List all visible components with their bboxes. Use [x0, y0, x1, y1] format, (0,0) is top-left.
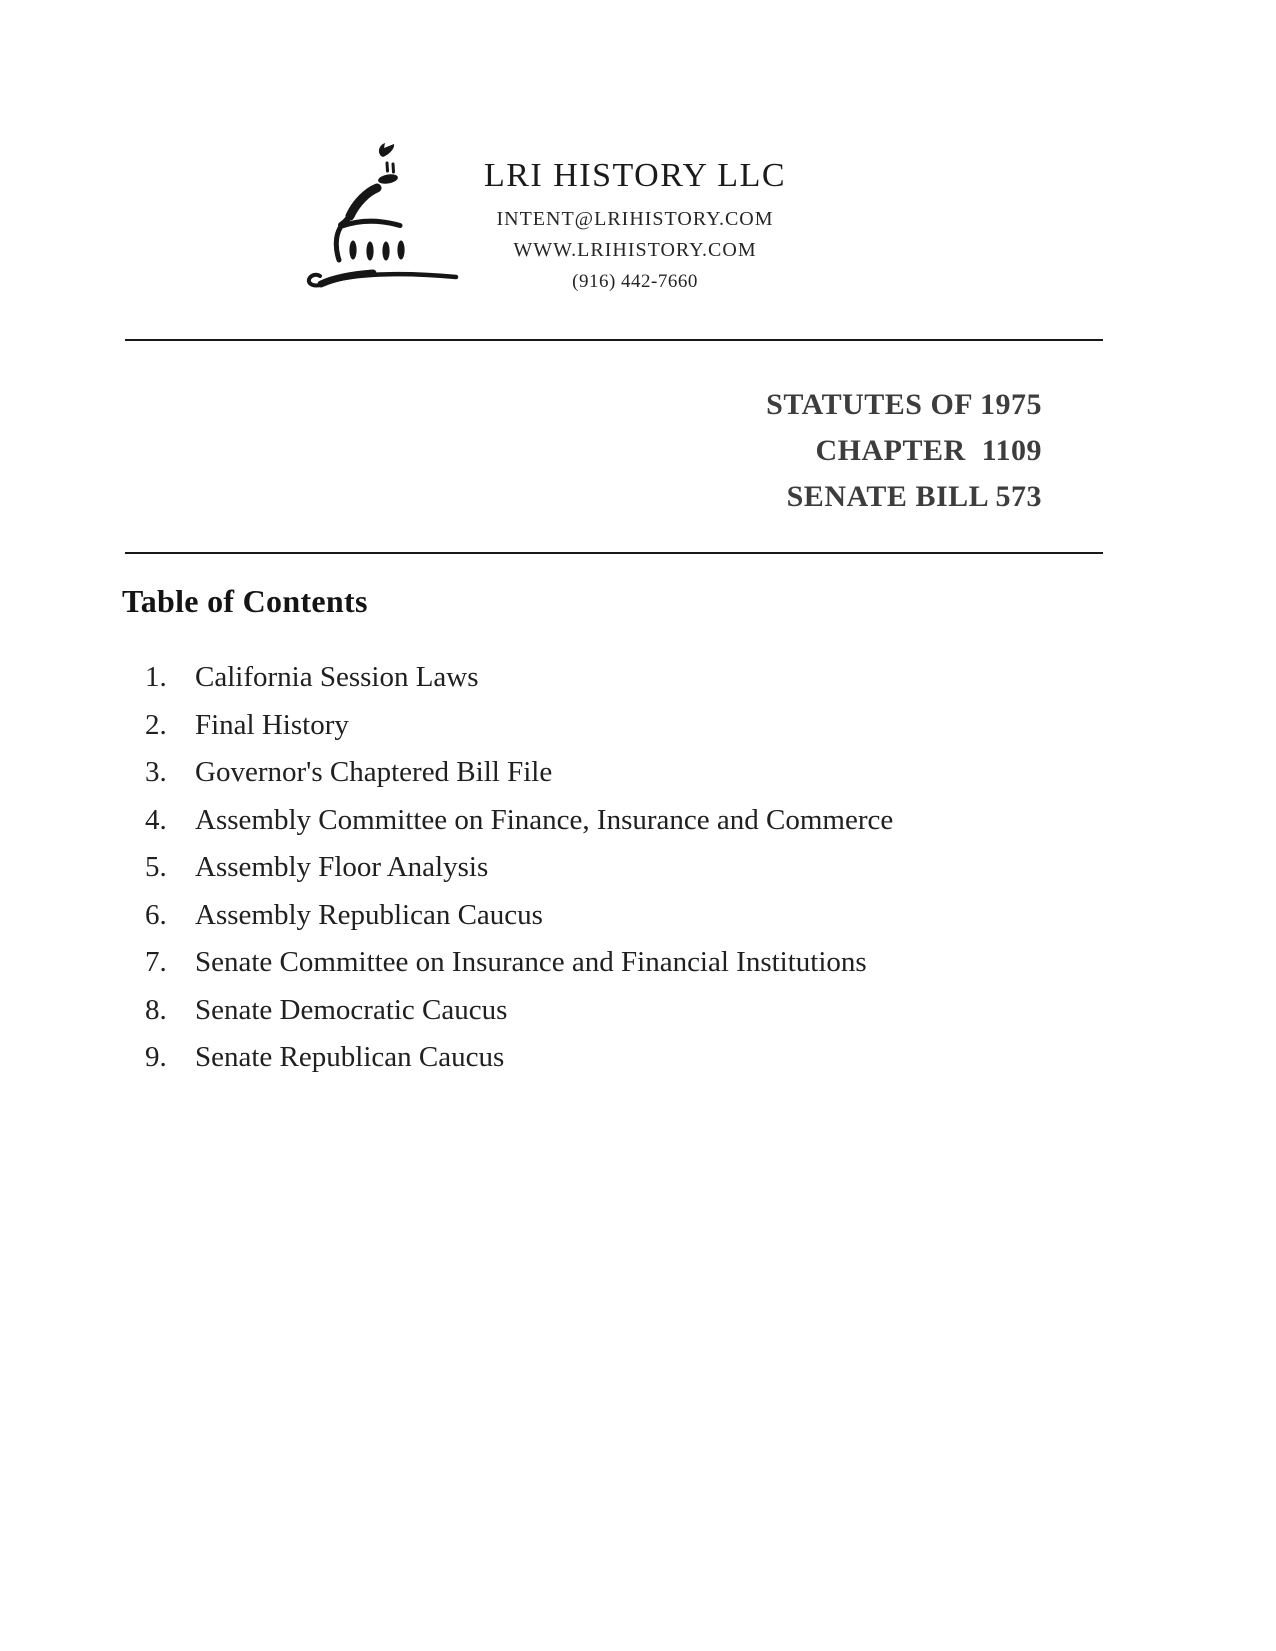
toc-item-label: Assembly Republican Caucus	[195, 898, 543, 931]
senate-bill-line: SENATE BILL 573	[786, 480, 1042, 513]
company-phone: (916) 442-7660	[572, 271, 698, 292]
toc-item	[145, 844, 1095, 892]
toc-item-number: 3.	[145, 756, 167, 788]
toc-item-number: 4.	[145, 803, 167, 836]
toc-item-label: Final History	[195, 708, 349, 741]
toc-item-label: Senate Committee on Insurance and Financial Institutions	[195, 946, 867, 978]
toc-item-label: California Session Laws	[195, 661, 479, 693]
company-name: LRI HISTORY LLC	[483, 157, 787, 194]
toc-item-number: 7.	[145, 946, 167, 978]
toc-item	[145, 987, 1095, 1035]
toc-item-number: 8.	[145, 993, 167, 1026]
toc-item	[145, 939, 1095, 987]
toc-item	[145, 702, 1095, 750]
toc-item-label: Assembly Floor Analysis	[195, 851, 489, 883]
toc-heading: Table of Contents	[122, 583, 368, 619]
toc-item-number: 9.	[145, 1041, 167, 1073]
toc-item	[145, 892, 1095, 940]
toc-item-label: Governor's Chaptered Bill File	[195, 756, 553, 788]
company-email: INTENT@LRIHISTORY.COM	[496, 208, 774, 230]
toc-item	[145, 654, 1095, 702]
company-website: WWW.LRIHISTORY.COM	[513, 239, 757, 261]
toc-list	[145, 654, 1095, 1082]
horizontal-rule-bottom	[125, 552, 1103, 554]
toc-item-label: Assembly Committee on Finance, Insurance and Commerce	[195, 803, 894, 836]
toc-item	[145, 797, 1095, 845]
toc-item-number: 2.	[145, 708, 167, 741]
horizontal-rule-top	[125, 339, 1103, 341]
letterhead-text	[430, 156, 840, 297]
toc-item-label: Senate Democratic Caucus	[195, 993, 508, 1026]
chapter-line: CHAPTER 1109	[815, 434, 1042, 467]
toc-item-number: 6.	[145, 898, 167, 931]
toc-item	[145, 1034, 1095, 1082]
statute-reference-block	[766, 382, 1042, 520]
toc-item-label: Senate Republican Caucus	[195, 1041, 505, 1073]
toc-item	[145, 749, 1095, 797]
toc-item-number: 5.	[145, 851, 167, 883]
toc-item-number: 1.	[145, 661, 167, 693]
statutes-year-line: STATUTES OF 1975	[766, 388, 1042, 421]
